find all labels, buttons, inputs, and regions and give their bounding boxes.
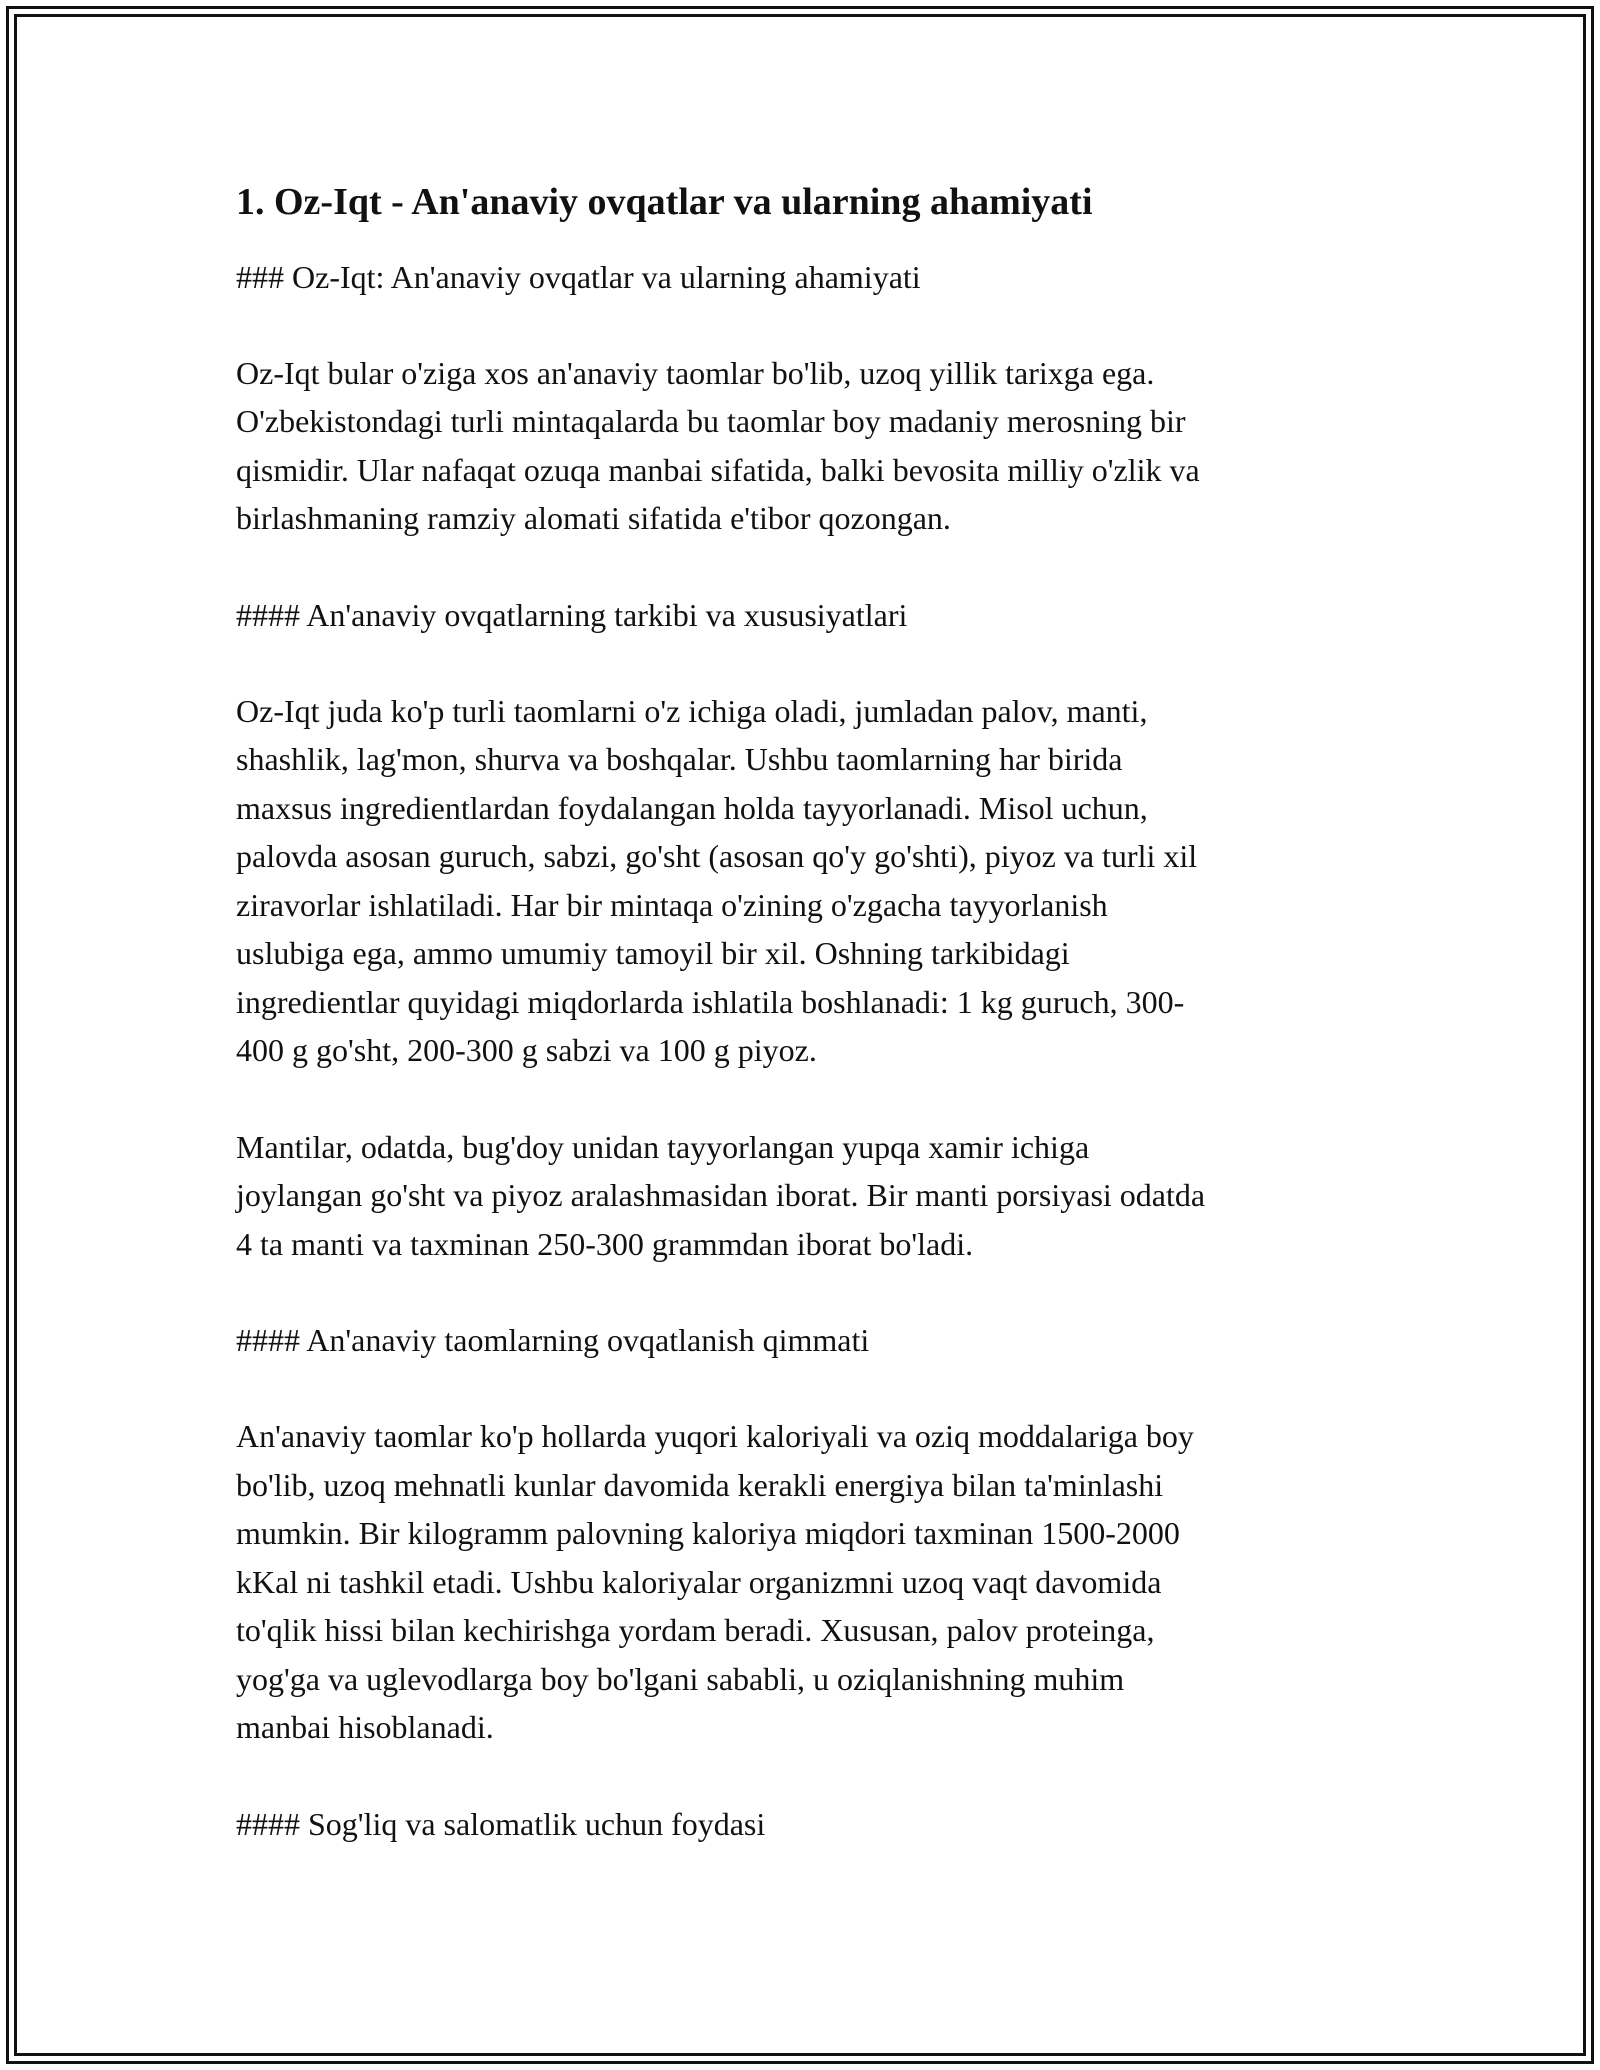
document-title: 1. Oz-Iqt - An'anaviy ovqatlar va ularning ahamiyati <box>236 181 1093 223</box>
text-line: 4 ta manti va taxminan 250-300 grammdan iborat bo'ladi. <box>236 1225 974 1262</box>
composition-paragraph <box>236 687 1366 1075</box>
text-line: Oz-Iqt juda ko'p turli taomlarni o'z ichiga oladi, jumladan palov, manti, <box>236 692 1148 729</box>
text-line: ziravorlar ishlatiladi. Har bir mintaqa o'zining o'zgacha tayyorlanish <box>236 886 1108 923</box>
text-line: O'zbekistondagi turli mintaqalarda bu taomlar boy madaniy merosning bir <box>236 403 1186 440</box>
text-line: birlashmaning ramziy alomati sifatida e'tibor qozongan. <box>236 500 951 537</box>
text-line: shashlik, lag'mon, shurva va boshqalar. Ushbu taomlarning har birida <box>236 741 1123 778</box>
text-line: mumkin. Bir kilogramm palovning kaloriya miqdori taxminan 1500-2000 <box>236 1515 1180 1552</box>
text-line: An'anaviy taomlar ko'p hollarda yuqori kaloriyali va oziq moddalariga boy <box>236 1418 1194 1455</box>
text-line: manbai hisoblanadi. <box>236 1709 494 1746</box>
text-line: uslubiga ega, ammo umumiy tamoyil bir xil. Oshning tarkibidagi <box>236 935 1070 972</box>
subtitle-heading: ### Oz-Iqt: An'anaviy ovqatlar va ularning ahamiyati <box>236 258 921 295</box>
nutrition-paragraph <box>236 1412 1366 1752</box>
text-line: Mantilar, odatda, bug'doy unidan tayyorlangan yupqa xamir ichiga <box>236 1128 1090 1165</box>
section-heading-health: #### Sog'liq va salomatlik uchun foydasi <box>236 1805 766 1842</box>
section-heading-nutrition: #### An'anaviy taomlarning ovqatlanish qimmati <box>236 1322 870 1359</box>
text-line: 400 g go'sht, 200-300 g sabzi va 100 g piyoz. <box>236 1032 817 1069</box>
text-line: palovda asosan guruch, sabzi, go'sht (asosan qo'y go'shti), piyoz va turli xil <box>236 838 1198 875</box>
text-line: bo'lib, uzoq mehnatli kunlar davomida kerakli energiya bilan ta'minlashi <box>236 1466 1164 1503</box>
section-heading-composition: #### An'anaviy ovqatlarning tarkibi va xususiyatlari <box>236 596 908 633</box>
text-line: Oz-Iqt bular o'ziga xos an'anaviy taomlar bo'lib, uzoq yillik tarixga ega. <box>236 354 1155 391</box>
text-line: joylangan go'sht va piyoz aralashmasidan iborat. Bir manti porsiyasi odatda <box>236 1177 1206 1214</box>
document-body <box>236 180 1366 1848</box>
text-line: yog'ga va uglevodlarga boy bo'lgani sababli, u oziqlanishning muhim <box>236 1660 1125 1697</box>
text-line: kKal ni tashkil etadi. Ushbu kaloriyalar organizmni uzoq vaqt davomida <box>236 1563 1162 1600</box>
text-line: maxsus ingredientlardan foydalangan holda tayyorlanadi. Misol uchun, <box>236 789 1148 826</box>
text-line: qismidir. Ular nafaqat ozuqa manbai sifatida, balki bevosita milliy o'zlik va <box>236 451 1200 488</box>
intro-paragraph <box>236 349 1366 543</box>
manti-paragraph <box>236 1123 1366 1269</box>
text-line: to'qlik hissi bilan kechirishga yordam beradi. Xususan, palov proteinga, <box>236 1612 1155 1649</box>
text-line: ingredientlar quyidagi miqdorlarda ishlatila boshlanadi: 1 kg guruch, 300- <box>236 983 1185 1020</box>
